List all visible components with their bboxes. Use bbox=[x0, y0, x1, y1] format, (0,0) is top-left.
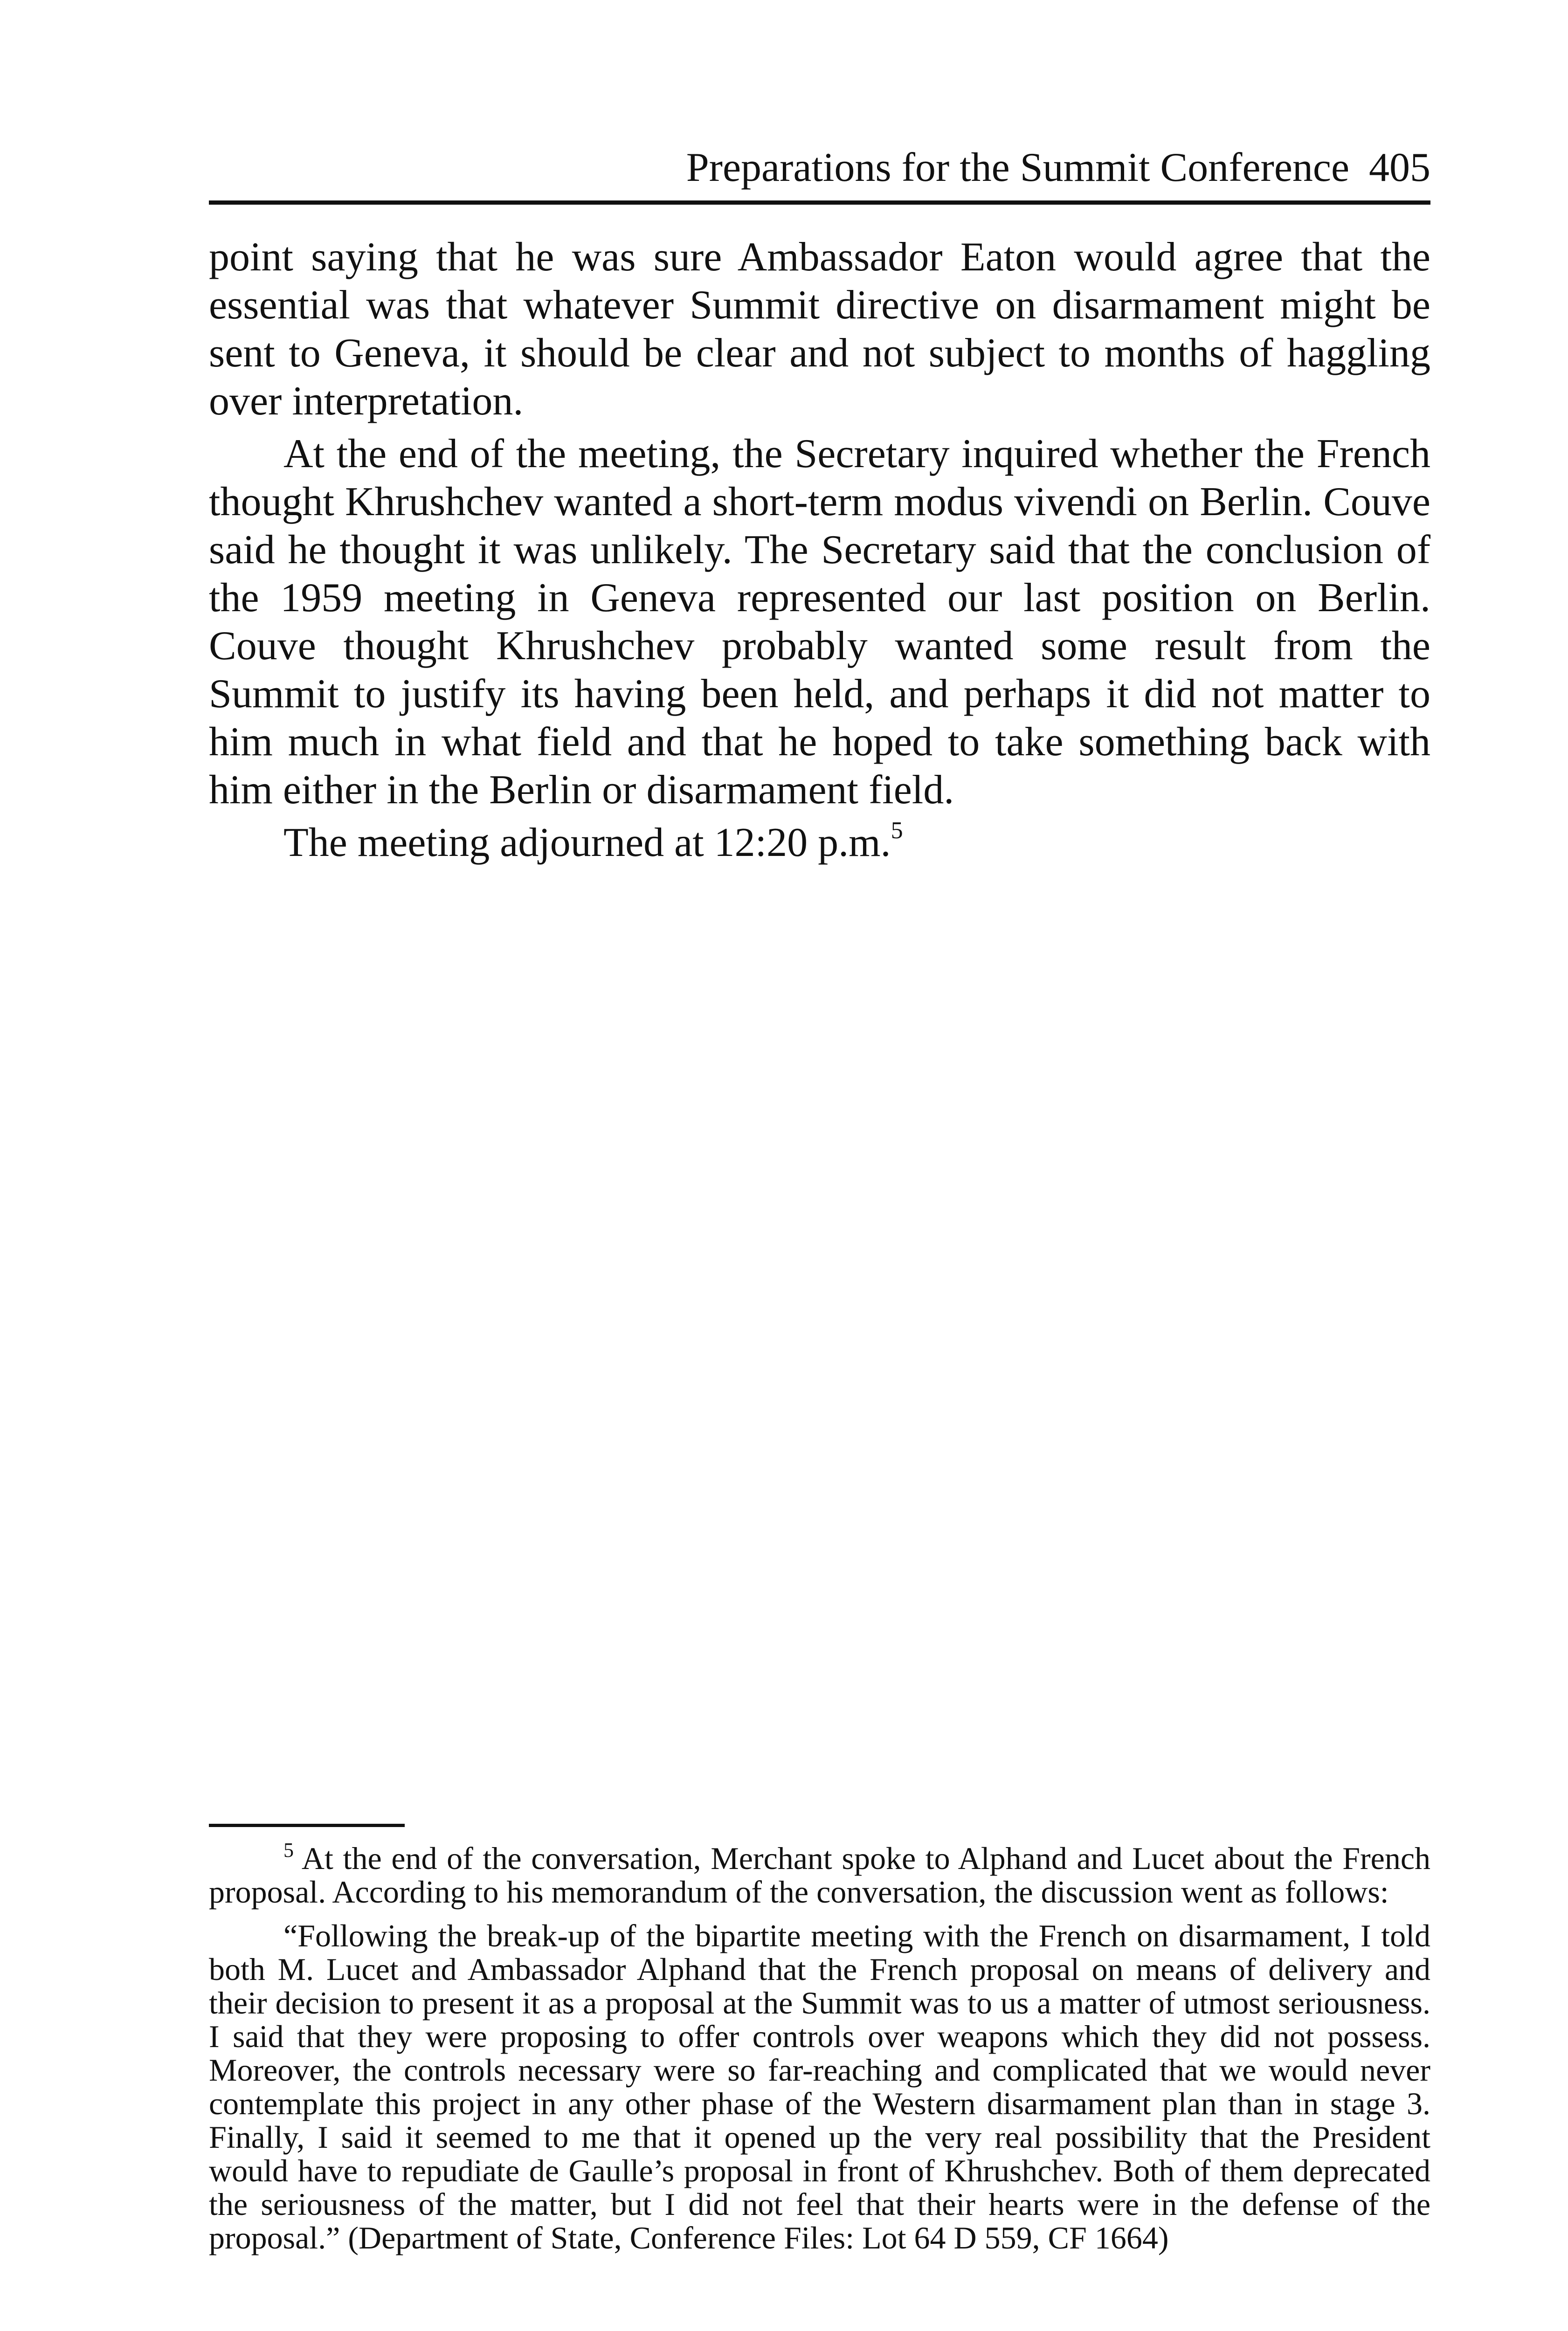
footnote-5-quote: “Following the break-up of the bipartite meeting with the French on disarmament, I told both M. Lucet and Ambassador Alphand that the French proposal on means of delivery and their decision to present it as a proposal at the Summit was to us a matter of utmost seriousness. I said that they were proposing to offer controls over weapons which they did not possess. Moreover, the controls necessary were so far-reaching and complicated that we would never contemplate this project in any other phase of the Western disarmament plan than in stage 3. Finally, I said it seemed to me that it opened up the very real possibility that the President would have to repudiate de Gaulle’s proposal in front of Khrushchev. Both of them deprecated the seriousness of the matter, but I did not feel that their hearts were in the defense of the proposal.” (Department of State, Conference Files: Lot 64 D 559, CF 1664) bbox=[209, 1918, 1430, 2255]
footnote-5-text: At the end of the conversation, Merchant spoke to Alphand and Lucet about the French proposal. According to his memorandum of the conversation, the discussion went as follows: bbox=[209, 1841, 1431, 1910]
paragraph-3-text: The meeting adjourned at 12:20 p.m. bbox=[283, 820, 891, 865]
footnote-rule bbox=[209, 1824, 405, 1827]
page-number: 405 bbox=[1369, 145, 1430, 190]
footnotes bbox=[209, 1841, 1430, 2265]
running-header bbox=[209, 140, 1430, 196]
footnote-reference: 5 bbox=[891, 817, 903, 844]
running-header-title: Preparations for the Summit Conference bbox=[686, 145, 1349, 190]
paragraph-1: point saying that he was sure Ambassador Eaton would agree that the essential was that whatever Summit directive on disarmament might be sent to Geneva, it should be clear and not subject to months of haggling over interpretation. bbox=[209, 234, 1430, 424]
footnote-marker: 5 bbox=[283, 1839, 294, 1862]
body-text bbox=[209, 233, 1430, 871]
paragraph-2: At the end of the meeting, the Secretary inquired whether the French thought Khrushchev wanted a short-term modus vivendi on Berlin. Couve said he thought it was unlikely. The Secretary said that the conclusion of the 1959 meeting in Geneva represented our last position on Berlin. Couve thought Khrushchev probably wanted some result from the Summit to justify its having been held, and perhaps it did not matter to him much in what field and that he hoped to take something back with him either in the Berlin or disarmament field. bbox=[209, 431, 1430, 813]
header-rule bbox=[209, 200, 1430, 205]
paragraph-3 bbox=[209, 819, 1430, 867]
footnote-5 bbox=[209, 1841, 1430, 1909]
